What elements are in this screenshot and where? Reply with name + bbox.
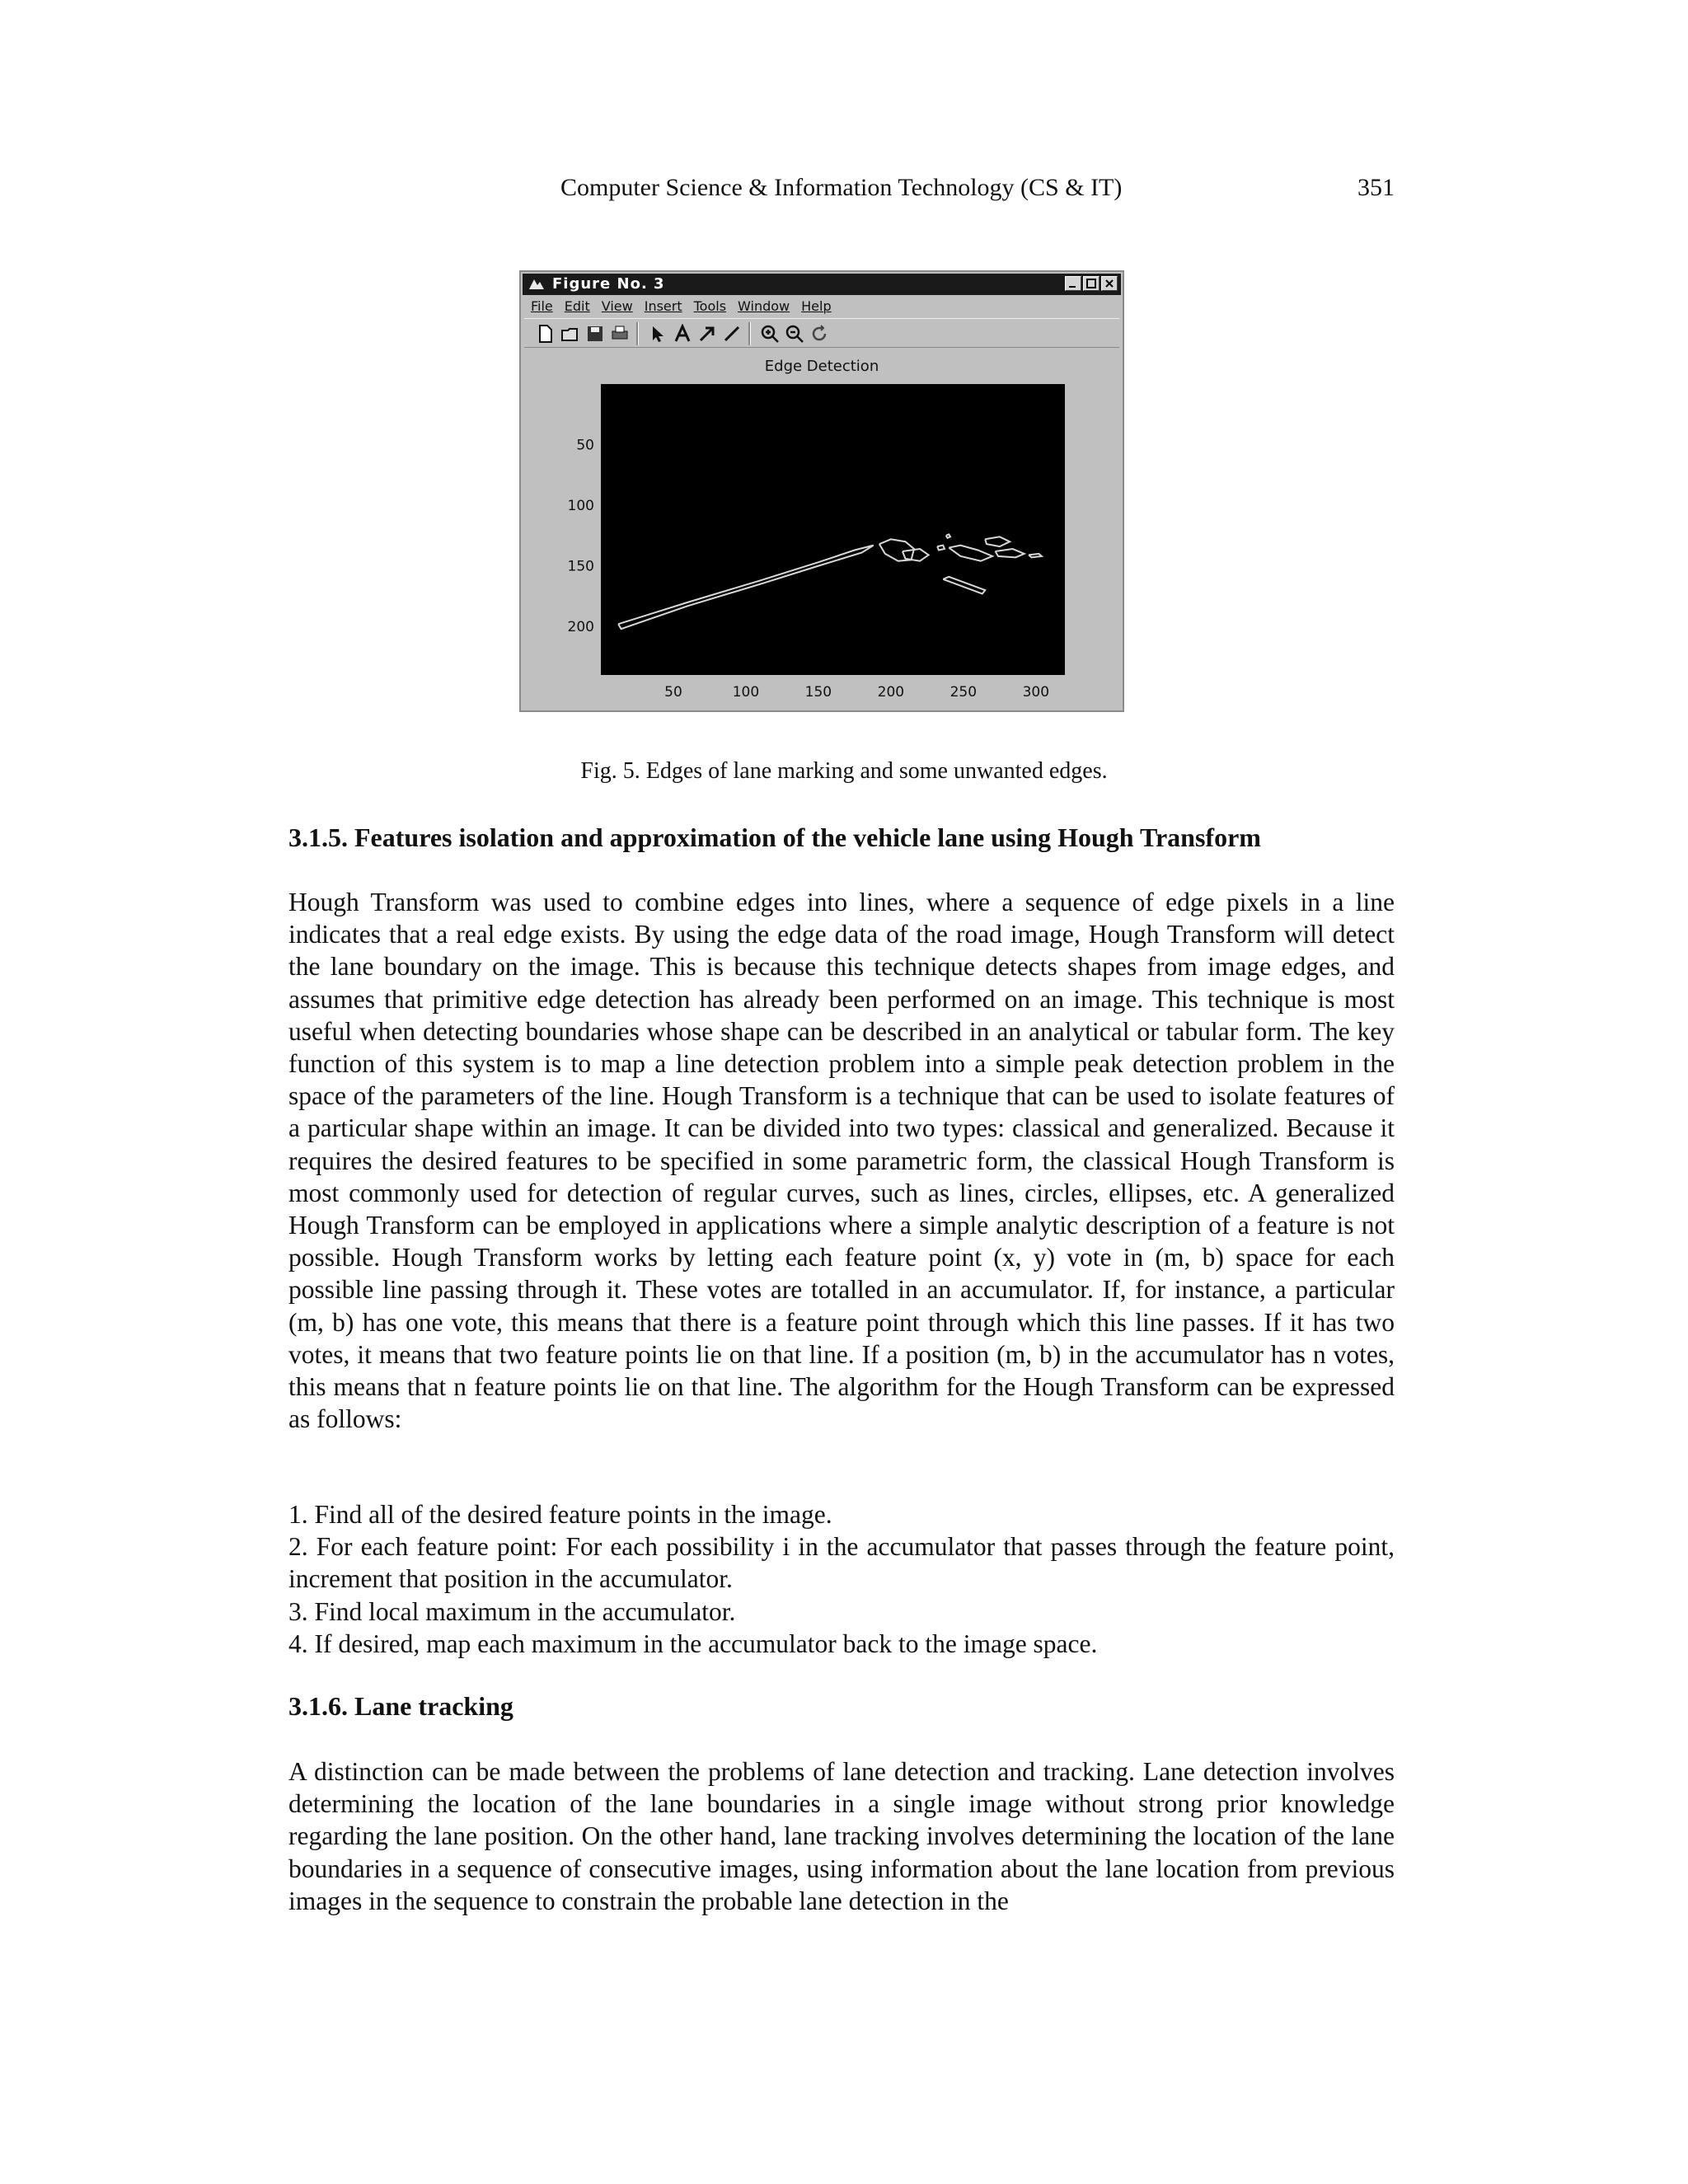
list-item: 2. For each feature point: For each possibility i in the accumulator that passes through the feature point, increment that position in the accumulator. bbox=[288, 1532, 1395, 1594]
figure-caption: Fig. 5. Edges of lane marking and some unwanted edges. bbox=[580, 758, 1108, 784]
section-heading-3-1-5: 3.1.5. Features isolation and approximation of the vehicle lane using Hough Transform bbox=[288, 823, 1261, 852]
window-title: Figure No. 3 bbox=[552, 275, 665, 293]
menu-edit[interactable]: Edit bbox=[564, 298, 590, 314]
x-tick-label: 150 bbox=[804, 684, 832, 701]
page-number: 351 bbox=[1357, 174, 1395, 201]
lane-tracking-paragraph: A distinction can be made between the problems of lane detection and tracking. Lane detection involves determining the location of the lane boundaries in a single image without strong prior knowledge regarding the lane position. On the other hand, lane tracking involves determining the location of the lane boundaries in a sequence of consecutive images, using information about the lane location from previous images in the sequence to constrain the probable lane detection in the bbox=[288, 1757, 1395, 1915]
menu-tools[interactable]: Tools bbox=[693, 298, 727, 314]
list-item: 4. If desired, map each maximum in the accumulator back to the image space. bbox=[288, 1629, 1098, 1658]
algorithm-steps bbox=[288, 1498, 1395, 1660]
plot-area bbox=[521, 272, 1123, 710]
menu-view[interactable]: View bbox=[601, 298, 633, 314]
menu-window[interactable]: Window bbox=[738, 298, 790, 314]
matlab-figure-window bbox=[519, 270, 1124, 712]
x-tick-label: 50 bbox=[664, 684, 682, 701]
y-tick-label: 100 bbox=[567, 498, 594, 515]
menu-insert[interactable]: Insert bbox=[644, 298, 682, 314]
x-tick-label: 100 bbox=[732, 684, 760, 701]
list-item: 3. Find local maximum in the accumulator. bbox=[288, 1596, 736, 1626]
hough-transform-paragraph: Hough Transform was used to combine edges into lines, where a sequence of edge pixels in a line indicates that a real edge exists. By using the edge data of the road image, Hough Transform will detect the lane boundary on the image. This is because this technique detects shapes from image edges, and assumes that primitive edge detection has already been performed on an image. This technique is most useful when detecting boundaries whose shape can be described in an analytical or tabular form. The key function of this system is to map a line detection problem into a simple peak detection problem in the space of the parameters of the line. Hough Transform is a technique that can be used to isolate features of a particular shape within an image. It can be divided into two types: classical and generalized. Because it requires the desired features to be specified in some parametric form, the classical Hough Transform is most commonly used for detection of regular curves, such as lines, circles, ellipses, etc. A generalized Hough Transform can be employed in applications where a simple analytic description of a feature is not possible. Hough Transform works by letting each feature point (x, y) vote in (m, b) space for each possible line passing through it. These votes are totalled in an accumulator. If, for instance, a particular (m, b) has one vote, this means that there is a feature point through which this line passes. If it has two votes, it means that two feature points lie on that line. If a position (m, b) in the accumulator has n votes, this means that n feature points lie on that line. The algorithm for the Hough Transform can be expressed as follows: bbox=[288, 888, 1395, 1434]
y-tick-label: 50 bbox=[576, 437, 594, 454]
y-tick-label: 150 bbox=[567, 558, 594, 575]
x-tick-label: 200 bbox=[877, 684, 905, 701]
section-heading-3-1-6: 3.1.6. Lane tracking bbox=[288, 1691, 513, 1721]
x-tick-label: 250 bbox=[950, 684, 978, 701]
menu-file[interactable]: File bbox=[531, 298, 553, 314]
x-tick-label: 300 bbox=[1022, 684, 1050, 701]
y-tick-label: 200 bbox=[567, 619, 594, 636]
list-item: 1. Find all of the desired feature points in the image. bbox=[288, 1500, 832, 1529]
journal-name: Computer Science & Information Technology (CS & IT) bbox=[560, 174, 1123, 201]
image-background bbox=[601, 384, 1065, 675]
plot-title: Edge Detection bbox=[764, 358, 879, 375]
menu-help[interactable]: Help bbox=[801, 298, 832, 314]
